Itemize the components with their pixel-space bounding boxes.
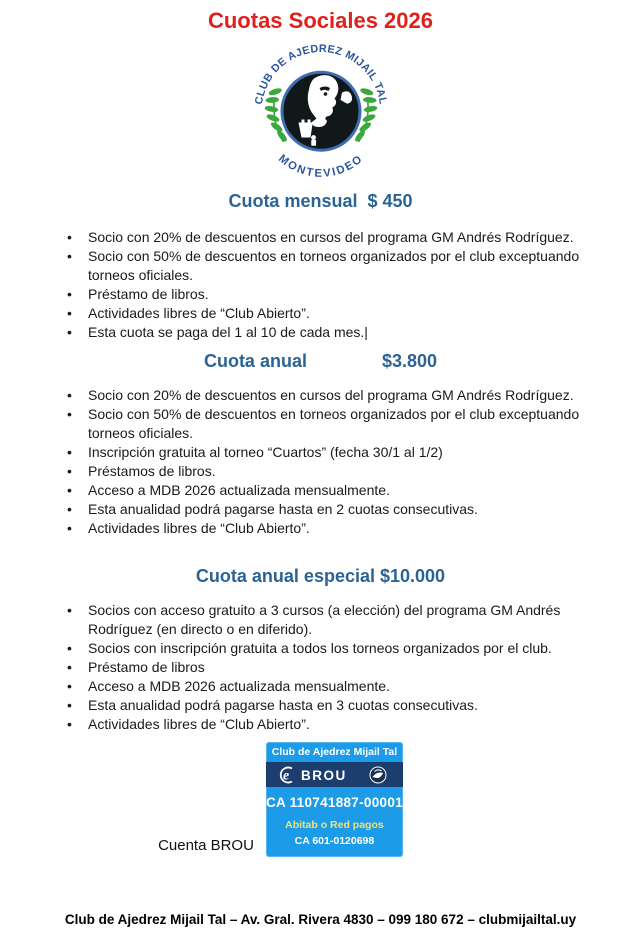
club-logo-image (246, 34, 396, 184)
brou-card-club-name: Club de Ajedrez Mijail Tal (271, 746, 398, 758)
list-item[interactable]: • Socios con acceso gratuito a 3 cursos (a elección) del programa GM Andrés Rodríguez (en directo o en diferido). (88, 601, 608, 639)
list-item[interactable]: • Socio con 20% de descuentos en cursos del programa GM Andrés Rodríguez. (88, 228, 608, 247)
logo-arc-top-text: CLUB DE AJEDREZ MIJAIL TAL (252, 42, 389, 106)
list-item[interactable]: • Inscripción gratuita al torneo “Cuartos” (fecha 30/1 al 1/2) (88, 443, 608, 462)
page-footer[interactable]: Club de Ajedrez Mijail Tal – Av. Gral. Rivera 4830 – 099 180 672 – clubmijailtal.uy (64, 912, 577, 927)
heading-cuota-anual-especial[interactable]: Cuota anual especial $10.000 (195, 566, 446, 586)
svg-text:MONTEVIDEO (276, 153, 366, 180)
ebrou-e-icon (281, 767, 292, 783)
heading-cuota-anual[interactable]: Cuota anual $3.800 (203, 351, 438, 371)
list-item[interactable]: • Actividades libres de “Club Abierto”. (88, 304, 608, 323)
list-item[interactable]: • Esta cuota se paga del 1 al 10 de cada mes.| (88, 323, 608, 342)
brou-account-main: CA 110741887-00001 (265, 795, 403, 810)
ebrou-brand-bar (266, 762, 403, 787)
list-item[interactable]: • Esta anualidad podrá pagarse hasta en 3 cuotas consecutivas. (88, 696, 608, 715)
list-cuota-anual-especial (0, 601, 641, 734)
brou-caption[interactable]: Cuenta BROU (158, 837, 254, 854)
list-cuota-anual (0, 386, 641, 538)
list-item[interactable]: • Acceso a MDB 2026 actualizada mensualmente. (88, 481, 608, 500)
ebrou-globe-icon (370, 767, 386, 783)
svg-text:e: e (283, 768, 290, 783)
logo-arc-bottom-text: MONTEVIDEO (275, 152, 366, 180)
list-item[interactable]: • Acceso a MDB 2026 actualizada mensualmente. (88, 677, 608, 696)
club-logo[interactable] (246, 34, 396, 184)
page-title[interactable]: Cuotas Sociales 2026 (207, 8, 433, 33)
list-item[interactable]: • Esta anualidad podrá pagarse hasta en 2 cuotas consecutivas. (88, 500, 608, 519)
list-item[interactable]: • Préstamo de libros (88, 658, 608, 677)
list-item[interactable]: • Socios con inscripción gratuita a todos los torneos organizados por el club. (88, 639, 608, 658)
ebrou-logo (275, 765, 393, 785)
brou-payment-networks: Abitab o Red pagos (285, 819, 384, 831)
list-item[interactable]: • Préstamo de libros. (88, 285, 608, 304)
list-item[interactable]: • Socio con 50% de descuentos en torneos organizados por el club exceptuando torneos oficiales. (88, 247, 608, 285)
list-cuota-mensual (0, 228, 641, 342)
brou-card[interactable] (266, 742, 403, 857)
brou-section (0, 742, 601, 857)
list-item[interactable]: • Préstamos de libros. (88, 462, 608, 481)
brou-account-alt: CA 601-0120698 (294, 835, 375, 847)
tal-silhouette-icon (282, 72, 360, 150)
list-item[interactable]: • Socio con 20% de descuentos en cursos del programa GM Andrés Rodríguez. (88, 386, 608, 405)
list-item[interactable]: • Actividades libres de “Club Abierto”. (88, 715, 608, 734)
brou-brand-text: BROU (301, 767, 348, 783)
list-item[interactable]: • Socio con 50% de descuentos en torneos organizados por el club exceptuando torneos oficiales. (88, 405, 608, 443)
heading-cuota-mensual[interactable]: Cuota mensual $ 450 (228, 191, 413, 211)
list-item[interactable]: • Actividades libres de “Club Abierto”. (88, 519, 608, 538)
